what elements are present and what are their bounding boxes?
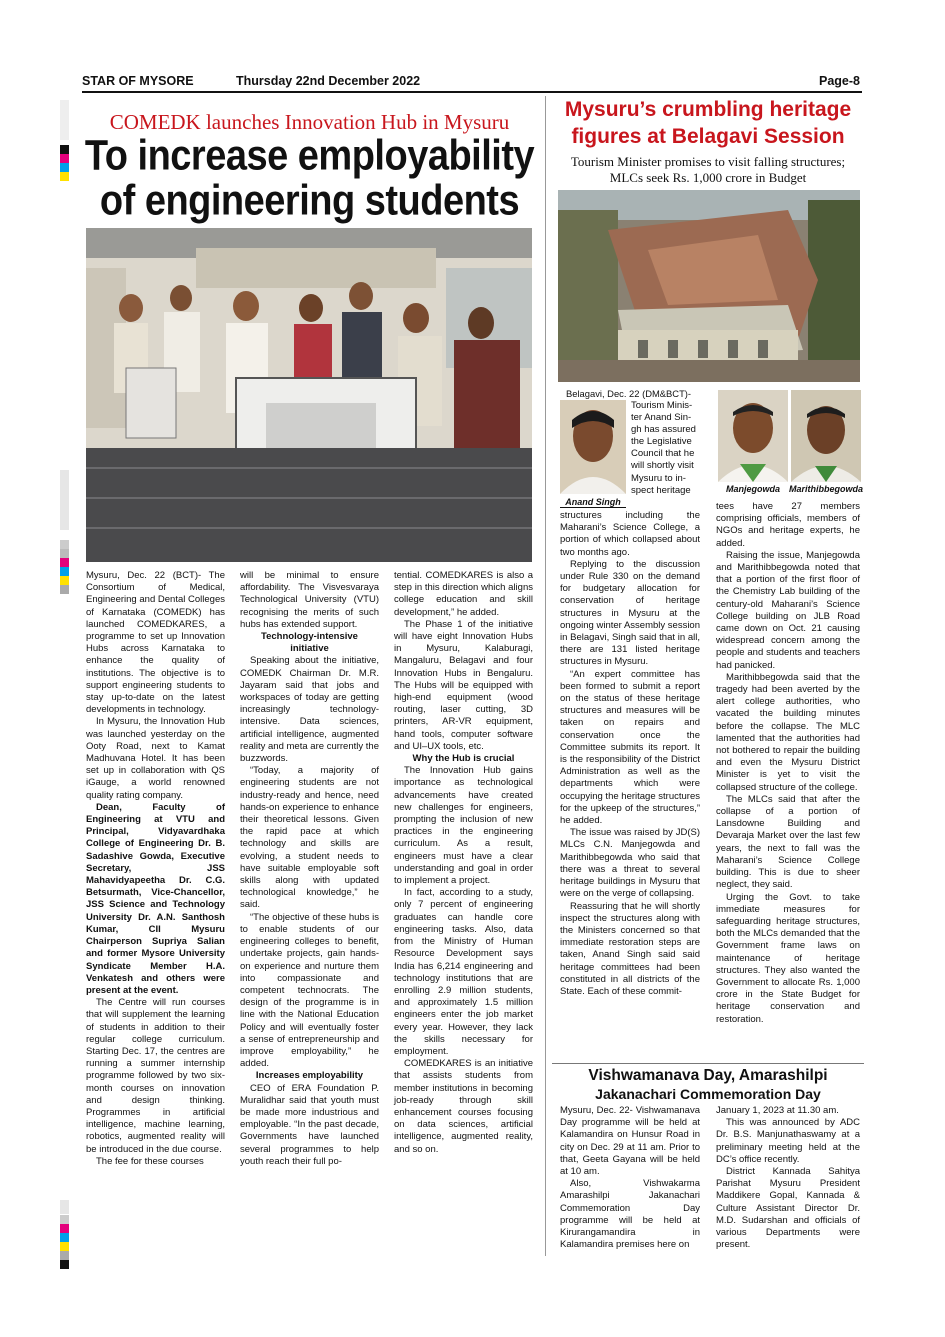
left-story-column-3 [394, 570, 533, 1156]
innovation-hub-photo [86, 228, 532, 562]
left-story-column-1 [86, 570, 225, 1168]
collapsed-building-photo [558, 190, 860, 382]
paragraph: Raising the issue, Manjegowda and Marithibbegowda noted that that a portion of the first floor of the Chemistry Lab building of the century-old Maharani’s Science College building on JLB Road came down on Oct. 21 causing widespread concern among the people and students and teachers had panicked. [716, 549, 860, 671]
story-kicker: COMEDK launches Innovation Hub in Mysuru [109, 110, 510, 134]
paragraph: will be minimal to ensure affordability. The Visvesvaraya Technological University (VTU) recognising the merits of such hubs has extended support. [240, 570, 379, 630]
paragraph: Urging the Govt. to take immediate measures for safeguarding heritage structures, both the MLCs demanded that the Government frame laws on maintenance of heritage structures. They also wanted the Government to allocate Rs. 1,000 crore in the State Budget for heritage conservation and restoration. [716, 891, 860, 1025]
text-line: will shortly visit [631, 460, 694, 472]
paragraph: The issue was raised by JD(S) MLCs C.N. Manjegowda and Marithibbegowda who said that there was a threat to several heritage buildings in Mysuru that were on the verge of collapsing. [560, 827, 700, 900]
paragraph: COMEDKARES is an initiative that assists students from member institutions in becoming job-ready through skill enhancement courses focusing on data sciences, artificial intelligence, augmented reality, and so on. [394, 1058, 533, 1155]
paragraph: Speaking about the initiative, COMEDK Chairman Dr. M.R. Jayaram said that jobs and workspaces of today are getting increasingly technology-intensive. Data sciences, artificial intelligence, augmented reality and meta are currently the buzzwords. [240, 655, 379, 765]
story-headline-line2: of engineering students [99, 177, 520, 225]
registration-bar [60, 100, 69, 140]
registration-marks-top [60, 145, 69, 181]
paragraph: The Centre will run courses that will supplement the learning of students in addition to their regular college curriculum. Starting Dec. 17, the centres are running a summer internship programme followed by two six-month courses on innovation and design thinking. Programmes in artificial intelligence, machine learning, robotics, augmented reality will be introduced in the due course. [86, 997, 225, 1155]
paragraph: Mysuru, Dec. 22 (BCT)- The Consortium of Medical, Engineering and Dental Colleges of Karnataka (COMEDK) has launched COMEDKARES, a programme to set up Innovation Hubs across Karnataka to enhance the quality of institutions. The objective is to support engineering students to stay up-to-date on the latest developments in technology. [86, 570, 225, 716]
paper-name: STAR OF MYSORE [82, 74, 194, 88]
right-headline-line1: Mysuru’s crumbling heritage [564, 98, 852, 121]
caption-manjegowda: Manjegowda [725, 484, 780, 494]
wrap-text [631, 400, 711, 497]
registration-marks-bottom [60, 1215, 69, 1269]
paragraph: The Innovation Hub gains importance as technological advancements have created new challenges for engineers, prompting the inclusion of new practices in the engineering curriculum. As a result, engineers must have a clear understanding and goal in order to implement a project. [394, 765, 533, 887]
paragraph: tees have 27 members comprising officials, members of NGOs and heritage experts, he added. [716, 501, 860, 549]
caption-marithibbegowda: Marithibbegowda [789, 484, 863, 494]
right-deck-line1: Tourism Minister promises to visit falling structures; [570, 154, 846, 169]
column-divider [545, 96, 546, 1256]
text-line: the Legislative [631, 436, 692, 448]
registration-bar [60, 1200, 69, 1214]
caption-anand-singh: Anand Singh [560, 497, 626, 508]
paragraph: “Today, a majority of engineering students are not industry-ready and hence, need hands-on experience to enhance their theoretical lessons. Given the rapid pace at which technology and skills are evolving, a student needs to have suitable employable soft skills along with updated technological knowledge,” he said. [240, 765, 379, 911]
masthead-rule [82, 91, 862, 93]
paragraph: “An expert committee has been formed to submit a report on the status of these heritage structures and measures will be taken on repairs and conservation once the Committee submits its report. It is the responsibility of the District Administration as well as the departments which were occupying the heritage structures for the upkeep of the structures,” he added. [560, 668, 700, 827]
paragraph: In fact, according to a study, only 7 percent of engineering graduates can handle core engineering tasks. Also, data from the Ministry of Human Resource Development says India has 6,214 engineering and technology institutions that are enrolling 2.9 million students, and approximately 1.5 million engineers enter the job market every year. However, they lack the skills necessary for employment. [394, 887, 533, 1057]
subheading: initiative [290, 643, 329, 655]
registration-bar [60, 470, 69, 530]
dateline: Belagavi, Dec. 22 (DM&BCT)- [566, 388, 692, 399]
brief-headline-line2: Jakanachari Commemoration Day [595, 1086, 821, 1102]
right-story-column-1 [560, 498, 700, 998]
paragraph: The fee for these courses [96, 1155, 204, 1167]
story-headline-line1: To increase employability [84, 132, 535, 180]
paragraph: Marithibbegowda said that the tragedy had been averted by the alert college authorities, who vacated the building minutes before the collapse. The MLC lamented that the authorities had not bothered to repair the building and even the Mysuru District Minister is yet to visit the collapsed structure of the college. [716, 671, 860, 793]
paragraph: Dean, Faculty of Engineering at VTU and Principal, Vidyavardhaka College of Engineering Dr. B. Sadashive Gowda, Executive Secretary, JSS Mahavidyapeetha Dr. C.G. Betsurmath, Vice-Chancellor, JSS Science and Technology University Dr. A.N. Santhosh Kumar, CII Mysuru Chairperson Supriya Salian and former Mysore University Syndicate Member H.A. Venkatesh and others were present at the event. [86, 801, 225, 996]
registration-marks-mid [60, 540, 69, 594]
marithibbegowda-photo [791, 390, 861, 482]
paragraph: The Phase 1 of the initiative will have eight Innovation Hubs in Mysuru, Kalaburagi, Mangaluru, Belagavi and four Innovation Hubs in Bengaluru. The Hubs will be equipped with high-end equipment (wood routing, laser cutting, 3D printers, AR-VR equipment, hand tools, computer software and UI–UX tools, etc. [394, 618, 533, 752]
right-headline-line2: figures at Belagavi Session [571, 125, 845, 148]
paragraph: CEO of ERA Foundation P. Muralidhar said that youth must be made more industrious and employable. “In the past decade, Governments have launched several programmes to help youth reach their full po- [240, 1082, 379, 1167]
paragraph: Mysuru, Dec. 22- Vishwamanava Day programme will be held at Kalamandira on Hunsur Road in city on Dec. 29 at 11 am. Prior to that, Geeta Gayana will be held at 10 am. [560, 1105, 700, 1178]
page-number: Page-8 [819, 74, 860, 88]
paragraph: Replying to the discussion under Rule 330 on the demand for budgetary allocation for conservation of heritage structures in Mysuru at the ongoing winter Assembly session in Belagavi, Singh said that in all, there are 131 listed heritage structures in Mysuru. [560, 558, 700, 668]
brief-column-1 [560, 1105, 700, 1251]
brief-rule [552, 1063, 864, 1064]
text-line: Tourism Minis- [631, 400, 693, 411]
paragraph: tential. COMEDKARES is also a step in this direction which aligns college education and skill development,” he added. [394, 570, 533, 618]
brief-headline-line1: Vishwamanava Day, Amarashilpi [588, 1067, 828, 1084]
subheading: Why the Hub is crucial [412, 753, 515, 765]
paragraph: The MLCs said that after the collapse of a portion of Lansdowne Building and Devaraja Market over the last few years, the next to fall was the Maharani’s Science College building. This is due to sheer neglect, they said. [716, 793, 860, 891]
text-line: gh has assured [631, 424, 696, 436]
paragraph: structures including the Maharani’s Science College, a portion of which collapsed about two months ago. [560, 510, 700, 558]
manjegowda-photo [718, 390, 788, 482]
text-line: Council that he [631, 448, 695, 460]
paragraph: This was announced by ADC Dr. B.S. Manjunathaswamy at a preliminary meeting held at the DC’s office recently. [716, 1117, 860, 1165]
brief-column-2 [716, 1105, 860, 1251]
text-line: spect heritage [631, 484, 691, 496]
text-line: Mysuru to in- [631, 472, 686, 484]
right-story-column-2 [716, 498, 860, 1026]
left-story-column-2 [240, 570, 379, 1168]
paragraph: January 1, 2023 at 11.30 am. [716, 1105, 839, 1116]
subheading: Increases employability [255, 1070, 364, 1082]
paragraph: Also, Vishwakarma Amarashilpi Jakanachari Commemoration Day programme will be held at Kirurangamandira in Kalamandira premises here on [560, 1178, 700, 1251]
subheading: Technology-intensive [261, 631, 358, 643]
issue-date: Thursday 22nd December 2022 [236, 74, 421, 88]
right-deck-line2: MLCs seek Rs. 1,000 crore in Budget [609, 170, 807, 185]
paragraph: Reassuring that he will shortly inspect the structures along with the Ministers concerned so that immediate restoration steps are taken, Anand Singh said said heritage committees had been constituted in all districts of the State. Each of these commit- [560, 900, 700, 997]
text-line: ter Anand Sin- [631, 412, 692, 424]
anand-singh-photo [560, 400, 626, 494]
paragraph: District Kannada Sahitya Parishat Mysuru President Maddikere Gopal, Kannada & Culture Assistant Director Dr. M.D. Sudarshan and officials of various Departments were present. [716, 1166, 860, 1251]
paragraph: “The objective of these hubs is to enable students of our engineering colleges to benefit, undertake projects, gain hands-on experience and nurture them into compassionate and competent technocrats. The design of the programme is in line with the National Education Policy and will eventually foster a sense of entrepreneurship and improve employability,” he added. [240, 911, 379, 1070]
paragraph: In Mysuru, the Innovation Hub was launched yesterday on the Ooty Road, next to Kamat Madhuvana Hotel. It has been set up in collaboration with QS iGauge, a world renowned quality rating company. [86, 716, 225, 801]
